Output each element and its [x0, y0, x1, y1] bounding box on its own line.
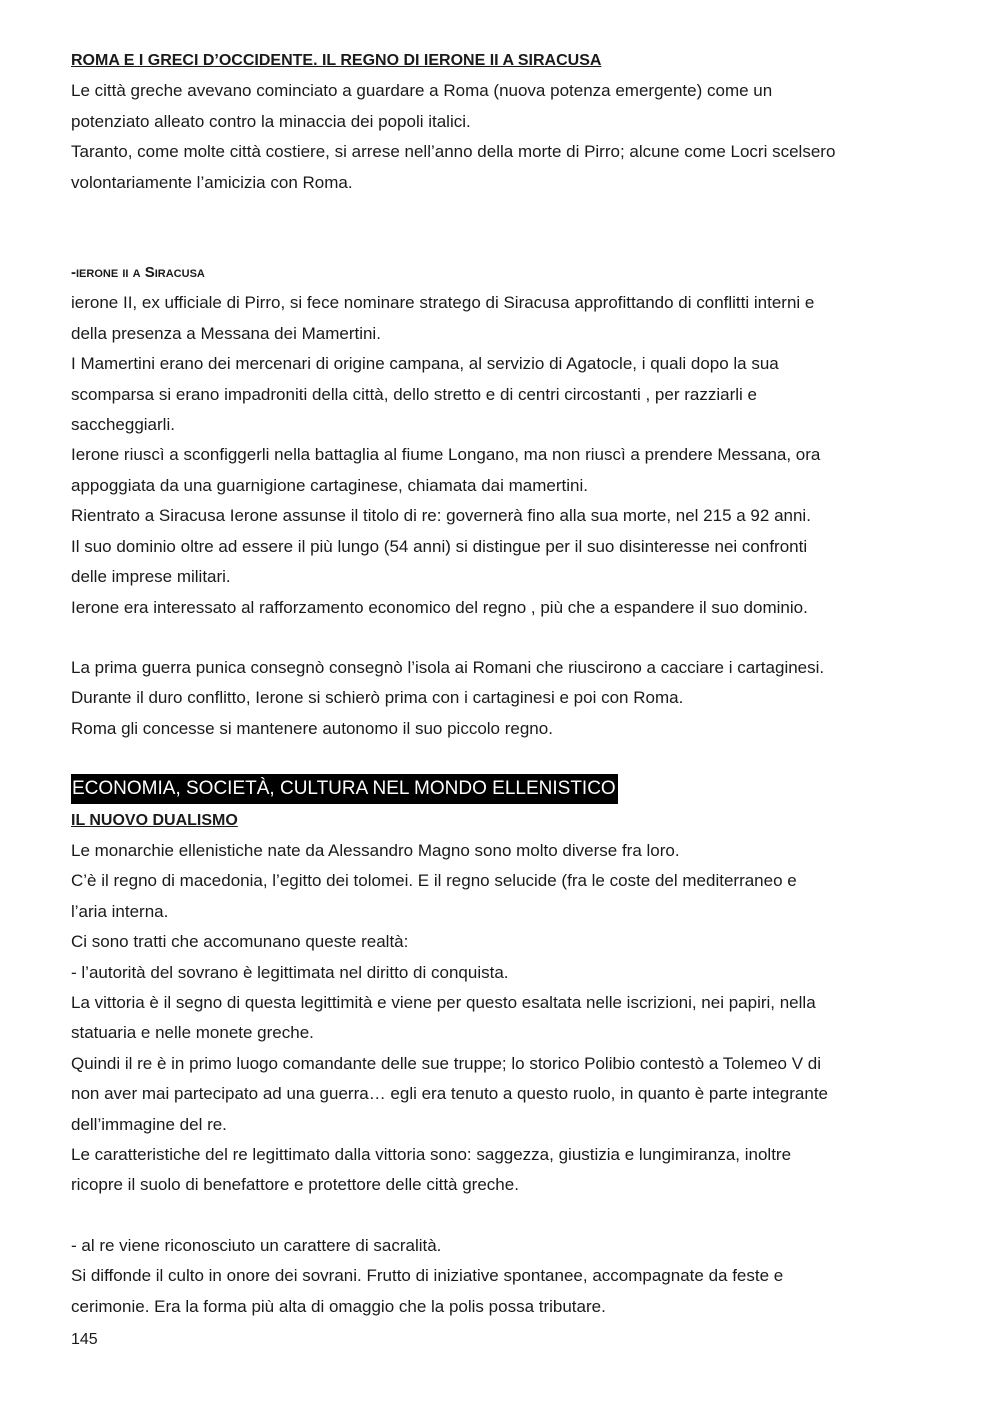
section-body-ierone: [71, 288, 928, 622]
paragraph-line: ierone II, ex ufficiale di Pirro, si fece nominare stratego di Siracusa approfittando di conflitti interni e: [71, 293, 815, 313]
paragraph-line: appoggiata da una guarnigione cartaginese, chiamata dai mamertini.: [71, 475, 588, 495]
paragraph-line: Le monarchie ellenistiche nate da Alessandro Magno sono molto diverse fra loro.: [71, 840, 680, 860]
paragraph-line: ricopre il suolo di benefattore e protettore delle città greche.: [71, 1175, 519, 1195]
paragraph-line: non aver mai partecipato ad una guerra… egli era tenuto a questo ruolo, in quanto è parte integrante: [71, 1084, 829, 1104]
paragraph-line: Quindi il re è in primo luogo comandante delle sue truppe; lo storico Polibio contestò a Tolemeo V di: [71, 1053, 822, 1073]
paragraph-line: Il suo dominio oltre ad essere il più lungo (54 anni) si distingue per il suo disinteresse nei confronti: [71, 536, 808, 556]
paragraph-line: scomparsa si erano impadroniti della città, dello stretto e di centri circostanti , per razziarli e: [71, 384, 757, 404]
paragraph-line: Durante il duro conflitto, Ierone si schierò prima con i cartaginesi e poi con Roma.: [71, 688, 684, 708]
paragraph-line: potenziato alleato contro la minaccia dei popoli italici.: [71, 111, 471, 131]
paragraph-line: saccheggiarli.: [71, 415, 175, 435]
paragraph-line: La vittoria è il segno di questa legittimità e viene per questo esaltata nelle iscrizioni, nei papiri, nella: [71, 992, 816, 1012]
paragraph-line: I Mamertini erano dei mercenari di origine campana, al servizio di Agatocle, i quali dopo la sua: [71, 354, 779, 374]
paragraph-line: cerimonie. Era la forma più alta di omaggio che la polis possa tributare.: [71, 1296, 606, 1316]
section-body-sacralita: [71, 1231, 928, 1322]
paragraph-line: Rientrato a Siracusa Ierone assunse il titolo di re: governerà fino alla sua morte, nel 215 a 92 anni.: [71, 506, 811, 526]
paragraph-line: Ierone riuscì a sconfiggerli nella battaglia al fiume Longano, ma non riuscì a prendere Messana, ora: [71, 445, 821, 465]
paragraph-line: Si diffonde il culto in onore dei sovrani. Frutto di iniziative spontanee, accompagnate da feste e: [71, 1266, 784, 1286]
list-item: - al re viene riconosciuto un carattere di sacralità.: [71, 1235, 442, 1255]
spacer: [71, 744, 928, 774]
page-number: 145: [71, 1331, 98, 1348]
paragraph-line: Roma gli concesse si mantenere autonomo il suo piccolo regno.: [71, 718, 553, 738]
paragraph-line: C’è il regno di macedonia, l’egitto dei tolomei. E il regno selucide (fra le coste del mediterraneo e: [71, 871, 797, 891]
paragraph-line: statuaria e nelle monete greche.: [71, 1023, 314, 1043]
section-heading-dualismo: IL NUOVO DUALISMO: [71, 811, 238, 829]
spacer: [71, 198, 928, 258]
paragraph-line: volontariamente l’amicizia con Roma.: [71, 172, 353, 192]
section-heading-ierone: -ierone ii a Siracusa: [71, 264, 205, 282]
paragraph-line: Le città greche avevano cominciato a guardare a Roma (nuova potenza emergente) come un: [71, 81, 773, 101]
paragraph-line: Ci sono tratti che accomunano queste realtà:: [71, 932, 409, 952]
paragraph-line: Le caratteristiche del re legittimato dalla vittoria sono: saggezza, giustizia e lungimiranza, inoltre: [71, 1145, 792, 1164]
chapter-title: ECONOMIA, SOCIETÀ, CULTURA NEL MONDO ELLENISTICO: [71, 774, 618, 804]
section-body-dualismo: [71, 836, 928, 1201]
spacer: [71, 623, 928, 653]
paragraph-line: delle imprese militari.: [71, 567, 231, 587]
section-body-roma: [71, 76, 928, 198]
paragraph-line: della presenza a Messana dei Mamertini.: [71, 323, 381, 343]
section-body-punic-war: [71, 653, 928, 744]
paragraph-line: Taranto, come molte città costiere, si arrese nell’anno della morte di Pirro; alcune come Locri scelsero: [71, 142, 836, 162]
paragraph-line: La prima guerra punica consegnò consegnò l’isola ai Romani che riuscirono a cacciare i cartaginesi.: [71, 657, 825, 677]
list-item: - l’autorità del sovrano è legittimata nel diritto di conquista.: [71, 962, 509, 982]
paragraph-line: Ierone era interessato al rafforzamento economico del regno , più che a espandere il suo dominio.: [71, 597, 808, 617]
spacer: [71, 1201, 928, 1231]
paragraph-line: dell’immagine del re.: [71, 1114, 227, 1134]
chapter-title-row: [71, 774, 928, 805]
section-heading-roma: ROMA E I GRECI D’OCCIDENTE. IL REGNO DI IERONE II A SIRACUSA: [71, 52, 602, 69]
paragraph-line: l’aria interna.: [71, 901, 169, 921]
